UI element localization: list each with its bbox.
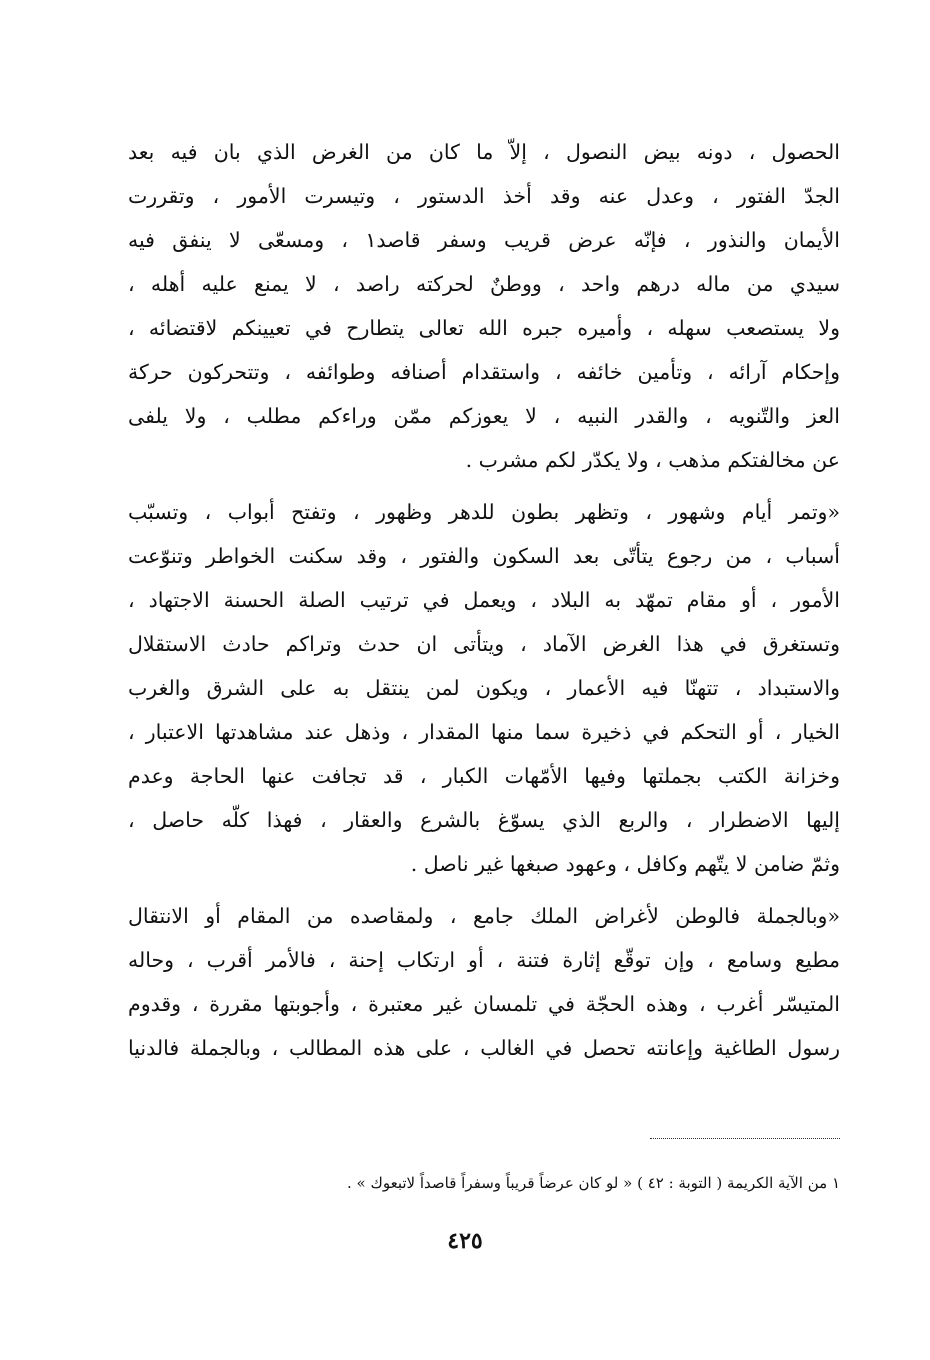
body-text [128,130,840,1070]
footnote: ١ من الآية الكريمة ( التوبة : ٤٢ ) « لو كان عرضاً قريباً وسفراً قاصداً لاتبعوك » . [347,1174,840,1192]
text-line: وإحكام آرائه ، وتأمين خائفه ، واستقدام أصنافه وطوائفه ، وتتحركون حركة [128,360,840,384]
text-line: الجدّ الفتور ، وعدل عنه وقد أخذ الدستور ، وتيسرت الأمور ، وتقررت [128,184,840,208]
text-line: الحصول ، دونه بيض النصول ، إلاّ ما كان من الغرض الذي بان فيه بعد [128,140,840,164]
text-line: مطيع وسامع ، وإن توقّع إثارة فتنة ، أو ارتكاب إحنة ، فالأمر أقرب ، وحاله [128,948,840,972]
text-line: العز والتّنويه ، والقدر النبيه ، لا يعوزكم ممّن وراءكم مطلب ، ولا يلفى [128,404,840,428]
text-line: أسباب ، من رجوع يتأتّى بعد السكون والفتور ، وقد سكنت الخواطر وتنوّعت [128,544,840,568]
text-line: «وبالجملة فالوطن لأغراض الملك جامع ، ولمقاصده من المقام أو الانتقال [128,904,840,928]
footnote-divider [650,1138,840,1139]
text-line: إليها الاضطرار ، والربع الذي يسوّغ بالشرع والعقار ، فهذا كلّه حاصل ، [128,808,840,832]
text-line: الأمور ، أو مقام تمهّد به البلاد ، ويعمل في ترتيب الصلة الحسنة الاجتهاد ، [128,588,840,612]
text-line: عن مخالفتكم مذهب ، ولا يكدّر لكم مشرب . [465,448,840,472]
text-line: والاستبداد ، تتهنّا فيه الأعمار ، ويكون لمن ينتقل به على الشرق والغرب [128,676,840,700]
paragraph-2 [128,490,840,886]
text-line: الأيمان والنذور ، فإنّه عرض قريب وسفر قاصد١ ، ومسعّى لا ينفق فيه [128,228,840,252]
text-line: «وتمر أيام وشهور ، وتظهر بطون للدهر وظهور ، وتفتح أبواب ، وتسبّب [128,500,840,524]
text-line: ولا يستصعب سهله ، وأميره جبره الله تعالى يتطارح في تعيينكم لاقتضائه ، [128,316,840,340]
text-line: وخزانة الكتب بجملتها وفيها الأمّهات الكبار ، قد تجافت عنها الحاجة وعدم [128,764,840,788]
text-line: الخيار ، أو التحكم في ذخيرة سما منها المقدار ، وذهل عند مشاهدتها الاعتبار ، [128,720,840,744]
paragraph-3 [128,894,840,1070]
text-line: رسول الطاغية وإعانته تحصل في الغالب ، على هذه المطالب ، وبالجملة فالدنيا [128,1036,840,1060]
text-line: وثمّ ضامن لا يتّهم وكافل ، وعهود صبغها غير ناصل . [410,852,840,876]
text-line: وتستغرق في هذا الغرض الآماد ، ويتأتى ان حدث وتراكم حادث الاستقلال [128,632,840,656]
paragraph-1 [128,130,840,482]
page-number: ٤٢٥ [447,1228,483,1254]
text-line: المتيسّر أغرب ، وهذه الحجّة في تلمسان غير معتبرة ، وأجوبتها مقررة ، وقدوم [128,992,840,1016]
text-line: سيدي من ماله درهم واحد ، ووطنٌ لحركته راصد ، لا يمنع عليه أهله ، [128,272,840,296]
